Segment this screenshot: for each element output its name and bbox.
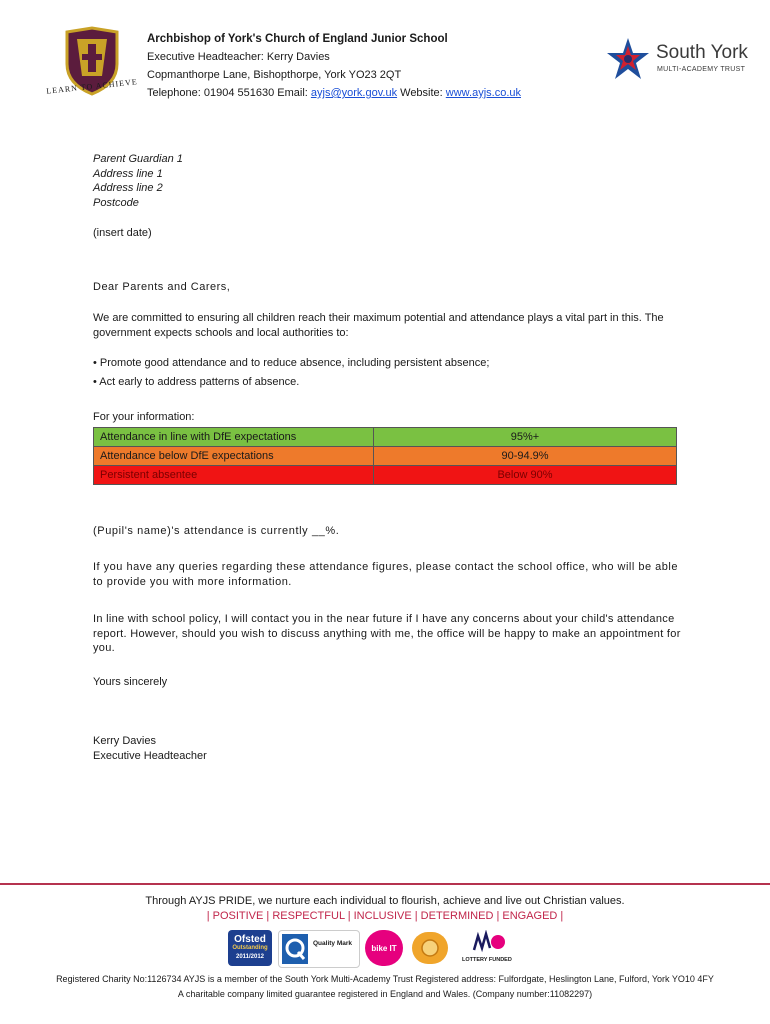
date-placeholder: (insert date) <box>93 227 152 239</box>
star-icon <box>604 36 652 82</box>
signature-block <box>93 734 207 763</box>
footer-values: | POSITIVE | RESPECTFUL | INCLUSIVE | DETERMINED | ENGAGED | <box>206 910 564 922</box>
trust-logo <box>604 36 754 82</box>
table-row <box>94 428 677 447</box>
quality-mark-label: Quality Mark <box>313 940 353 947</box>
bullet-list <box>93 356 678 389</box>
ofsted-rating: Outstanding <box>232 944 268 951</box>
paragraph-policy: In line with school policy, I will contact you in the near future if I have any concerns about your child's attendance report. However, should you wish to discuss anything with me, the office will be happy to make an appointment for you. <box>93 613 681 654</box>
attendance-value: Below 90% <box>374 466 677 485</box>
signature-name: Kerry Davies <box>93 735 156 747</box>
attendance-value: 90-94.9% <box>374 447 677 466</box>
quality-q-icon <box>282 934 308 964</box>
table-row <box>94 466 677 485</box>
ofsted-name: Ofsted <box>234 933 266 945</box>
school-name: Archbishop of York's Church of England Junior School <box>147 33 448 45</box>
attendance-value: 95%+ <box>374 428 677 447</box>
school-crest <box>42 24 142 104</box>
paragraph-queries: If you have any queries regarding these attendance figures, please contact the school office, who will be able to provide you with more information. <box>93 561 678 588</box>
paragraph-intro: We are committed to ensuring all children reach their maximum potential and attendance plays a vital part in this. The government expects schools and local authorities to: <box>93 312 664 339</box>
trust-name: South York <box>656 42 748 63</box>
attendance-table <box>93 427 677 485</box>
closing: Yours sincerely <box>93 676 168 688</box>
recipient-line2: Address line 1 <box>93 167 163 180</box>
footer-motto: Through AYJS PRIDE, we nurture each individual to flourish, achieve and live out Christian values. <box>145 895 625 907</box>
email-link[interactable]: ayjs@york.gov.uk <box>310 87 398 99</box>
recipient-line1: Parent Guardian 1 <box>93 153 183 165</box>
attendance-label: Persistent absentee <box>94 466 374 485</box>
bullet-item: • Promote good attendance and to reduce absence, including persistent absence; <box>93 357 490 369</box>
salutation: Dear Parents and Carers, <box>93 281 231 293</box>
bullet-item: • Act early to address patterns of absence. <box>93 375 300 388</box>
recipient-postcode: Postcode <box>93 196 139 209</box>
website-link[interactable]: www.ayjs.co.uk <box>445 87 521 99</box>
registration-info: Registered Charity No:1126734 AYJS is a member of the South York Multi-Academy Trust Registered address: Fulfordgate, Heslington Lane, Fulford, York YO10 4FY <box>56 974 714 984</box>
lottery-hand-icon <box>468 930 508 954</box>
lottery-label: LOTTERY FUNDED <box>462 957 512 963</box>
award-icon <box>420 938 440 958</box>
lottery-logo <box>462 930 520 966</box>
recipient-block <box>93 152 183 210</box>
recipient-line3: Address line 2 <box>93 182 163 194</box>
trust-subtitle: MULTI-ACADEMY TRUST <box>657 66 746 73</box>
company-info: A charitable company limited guarantee registered in England and Wales. (Company number:11082297) <box>177 989 593 999</box>
attendance-label: Attendance below DfE expectations <box>94 447 374 466</box>
crest-motto: LEARN TO ACHIEVE <box>45 77 139 96</box>
signature-title: Executive Headteacher <box>93 749 207 762</box>
info-label: For your information: <box>93 411 195 423</box>
address-line: Copmanthorpe Lane, Bishopthorpe, York YO23 2QT <box>147 69 402 81</box>
gold-award-logo <box>412 932 448 964</box>
contact-line <box>147 84 521 102</box>
ofsted-logo <box>228 930 272 966</box>
quality-mark-logo <box>278 930 360 968</box>
website-label: Website: <box>397 87 446 99</box>
pupil-attendance-line: (Pupil's name)'s attendance is currently __%. <box>93 525 340 537</box>
footer-divider <box>0 883 770 885</box>
headteacher-line: Executive Headteacher: Kerry Davies <box>147 51 330 63</box>
bike-it-logo <box>365 930 403 966</box>
ofsted-years: 2011/2012 <box>235 953 265 960</box>
table-row <box>94 447 677 466</box>
attendance-label: Attendance in line with DfE expectations <box>94 428 374 447</box>
telephone-text: Telephone: 01904 551630 Email: <box>147 87 311 99</box>
footer-logos <box>228 930 528 966</box>
bike-it-label: bike IT <box>371 943 397 953</box>
